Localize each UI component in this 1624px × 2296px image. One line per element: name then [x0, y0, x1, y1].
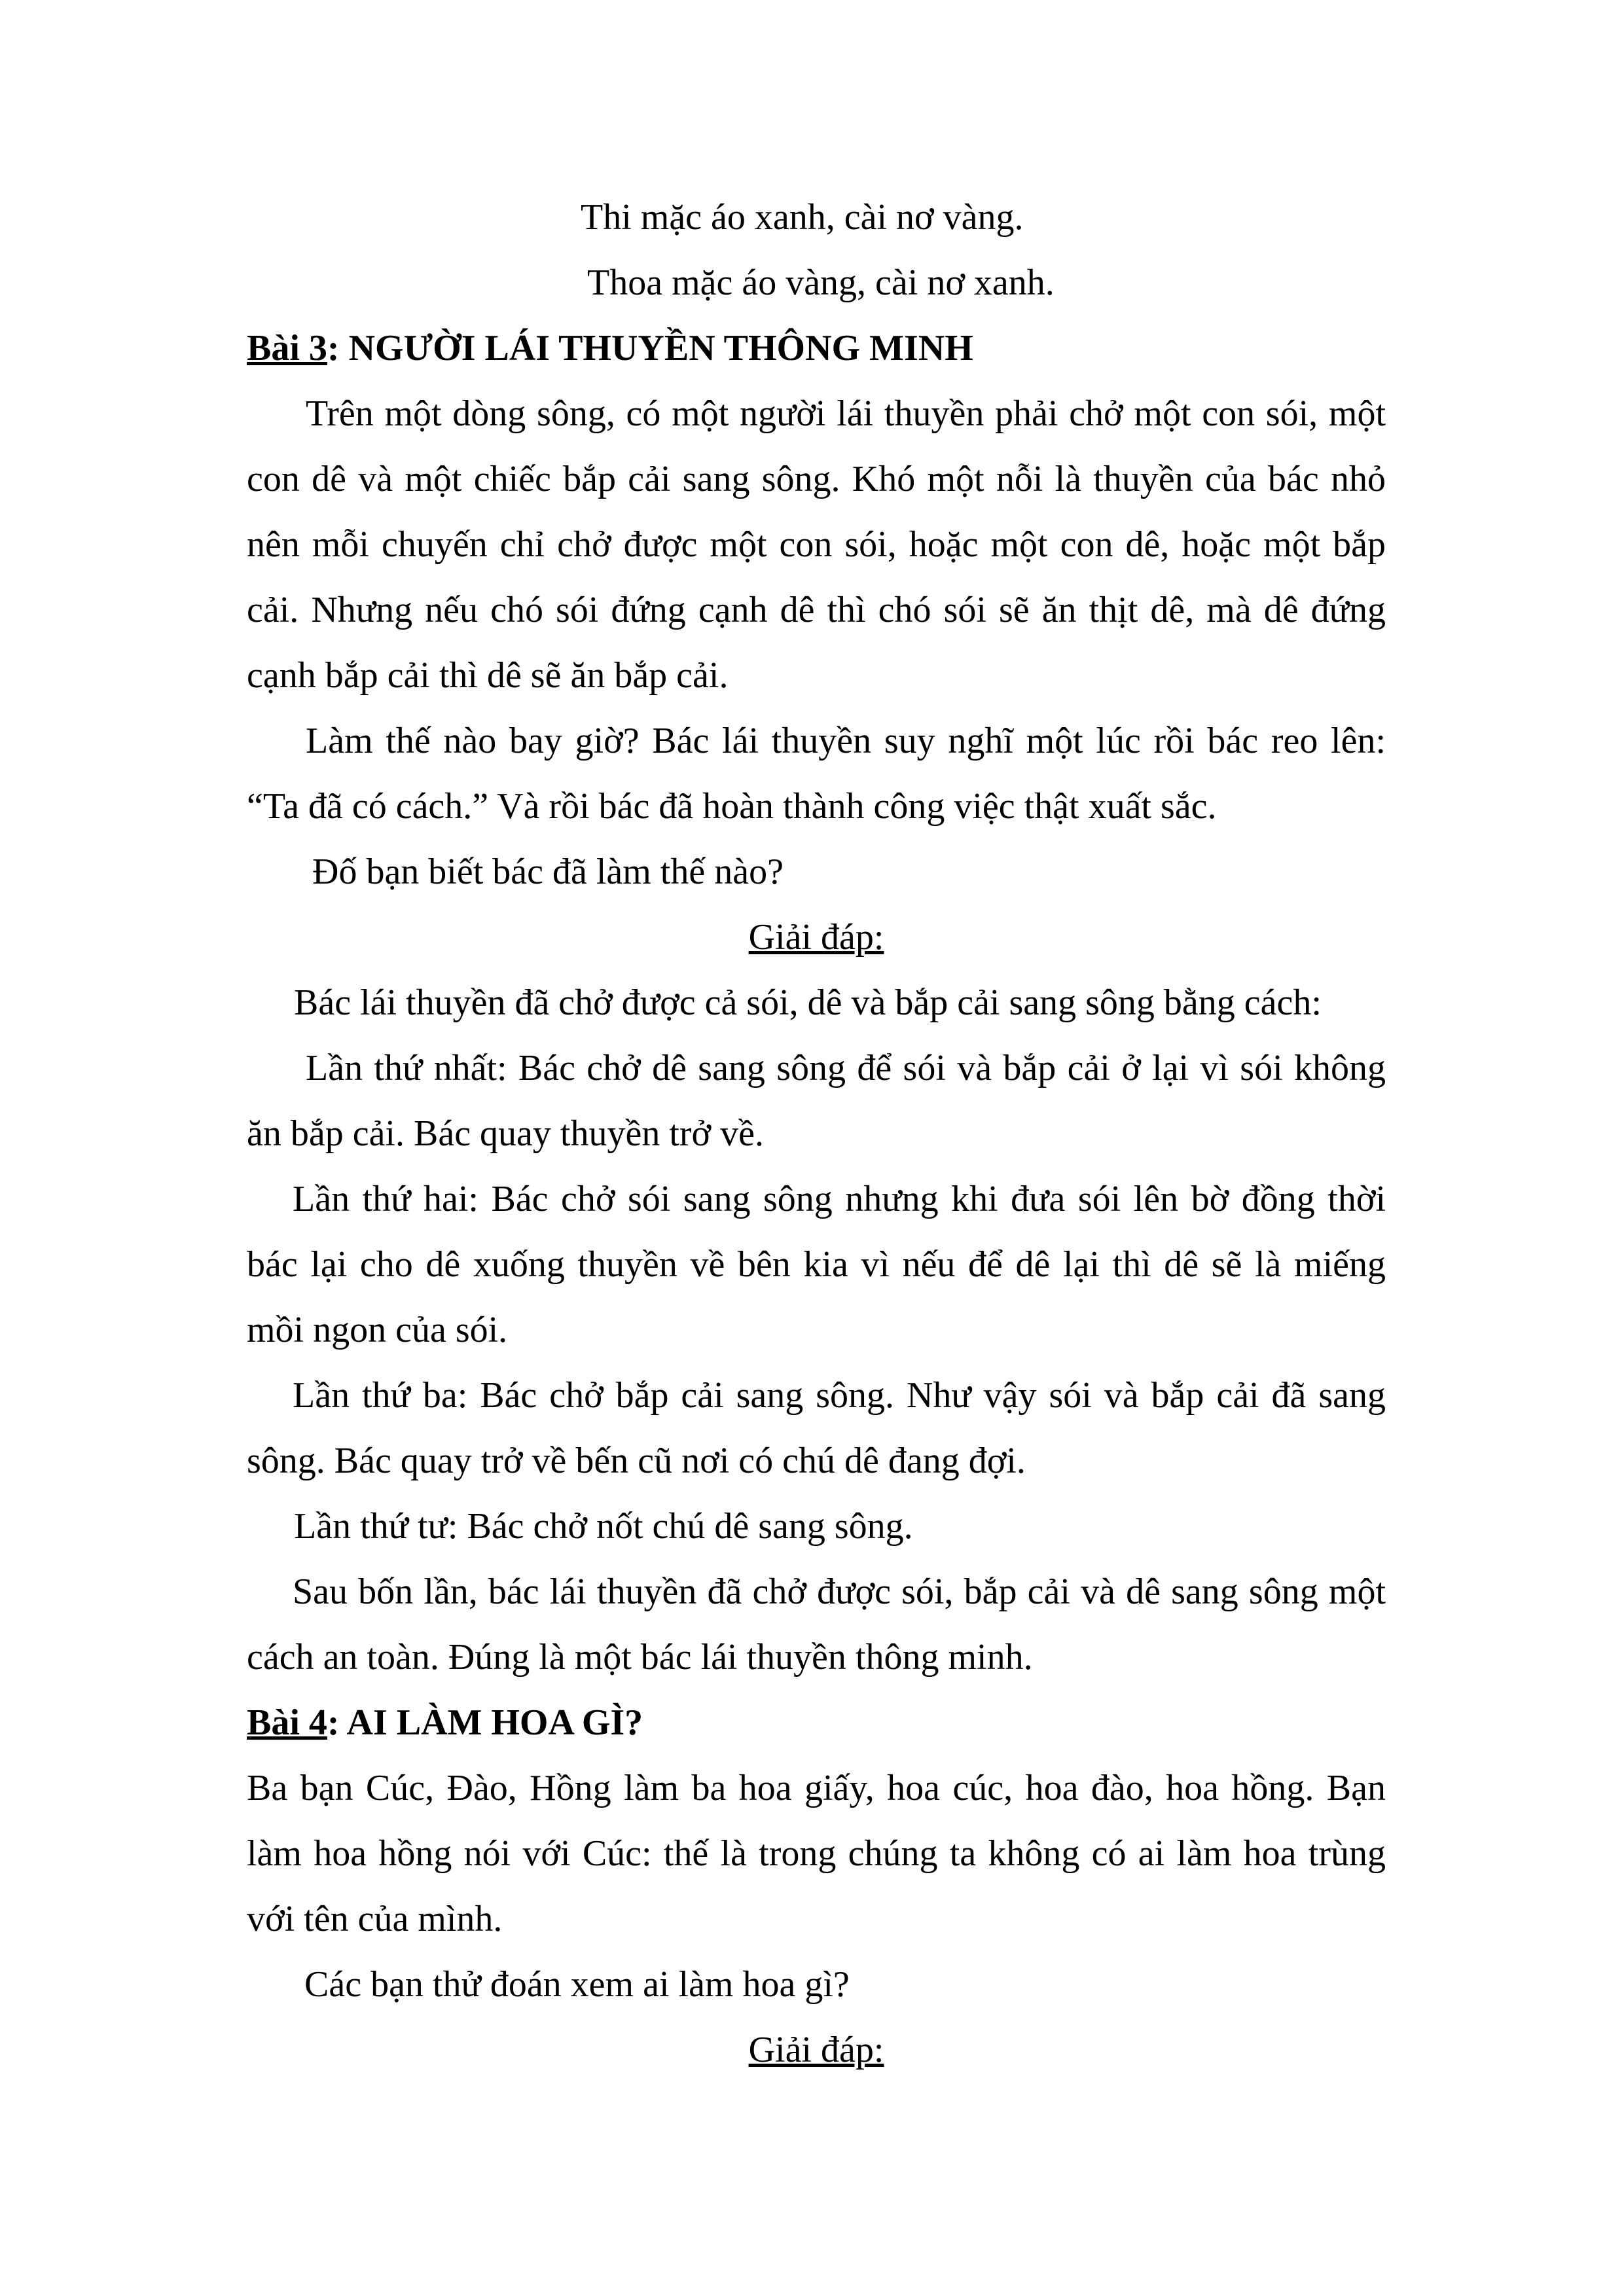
bai3-question: Đố bạn biết bác đã làm thế nào?	[312, 852, 784, 892]
bai3-answer-3: Lần thứ hai: Bác chở sói sang sông nhưng khi đưa sói lên bờ đồng thời bác lại cho dê xuống thuyền về bên kia vì nếu để dê lại thì dê sẽ là miếng mồi ngon của sói.	[247, 1179, 1386, 1350]
bai3-answer-2: Lần thứ nhất: Bác chở dê sang sông để sói và bắp cải ở lại vì sói không ăn bắp cải. Bác quay thuyền trở về.	[247, 1048, 1386, 1154]
bai4-answer-label: Giải đáp:	[748, 2030, 884, 2070]
bai3-heading	[247, 315, 1386, 381]
document-page	[247, 185, 1386, 2083]
bai3-answer-heading	[247, 905, 1386, 970]
bai4-paragraph-1: Ba bạn Cúc, Đào, Hồng làm ba hoa giấy, hoa cúc, hoa đào, hoa hồng. Bạn làm hoa hồng nói với Cúc: thế là trong chúng ta không có ai làm hoa trùng với tên của mình.	[247, 1768, 1386, 1939]
bai4-question: Các bạn thử đoán xem ai làm hoa gì?	[304, 1964, 850, 2005]
bai3-answer-1: Bác lái thuyền đã chở được cả sói, dê và bắp cải sang sông bằng cách:	[294, 982, 1322, 1023]
bai3-answer-4: Lần thứ ba: Bác chở bắp cải sang sông. Như vậy sói và bắp cải đã sang sông. Bác quay trở về bến cũ nơi có chú dê đang đợi.	[247, 1375, 1386, 1481]
bai3-title: : NGƯỜI LÁI THUYỀN THÔNG MINH	[327, 328, 973, 368]
bai3-label: Bài 3	[247, 328, 327, 368]
bai3-answer-label: Giải đáp:	[748, 917, 884, 958]
bai4-title: : AI LÀM HOA GÌ?	[327, 1702, 643, 1743]
bai4-answer-heading	[247, 2017, 1386, 2083]
bai3-answer-5: Lần thứ tư: Bác chở nốt chú dê sang sông.	[294, 1506, 913, 1547]
bai3-paragraph-2: Làm thế nào bay giờ? Bác lái thuyền suy nghĩ một lúc rồi bác reo lên: “Ta đã có cách.” Và rồi bác đã hoàn thành công việc thật xuất sắc.	[247, 721, 1386, 827]
intro-line-2: Thoa mặc áo vàng, cài nơ xanh.	[587, 262, 1055, 303]
bai3-answer-6: Sau bốn lần, bác lái thuyền đã chở được sói, bắp cải và dê sang sông một cách an toàn. Đúng là một bác lái thuyền thông minh.	[247, 1571, 1386, 1677]
bai4-heading	[247, 1690, 1386, 1755]
bai3-paragraph-1: Trên một dòng sông, có một người lái thuyền phải chở một con sói, một con dê và một chiếc bắp cải sang sông. Khó một nỗi là thuyền của bác nhỏ nên mỗi chuyến chỉ chở được một con sói, hoặc một con dê, hoặc một bắp cải. Nhưng nếu chó sói đứng cạnh dê thì chó sói sẽ ăn thịt dê, mà dê đứng cạnh bắp cải thì dê sẽ ăn bắp cải.	[247, 393, 1386, 696]
bai4-label: Bài 4	[247, 1702, 327, 1743]
intro-line-1: Thi mặc áo xanh, cài nơ vàng.	[581, 197, 1024, 238]
